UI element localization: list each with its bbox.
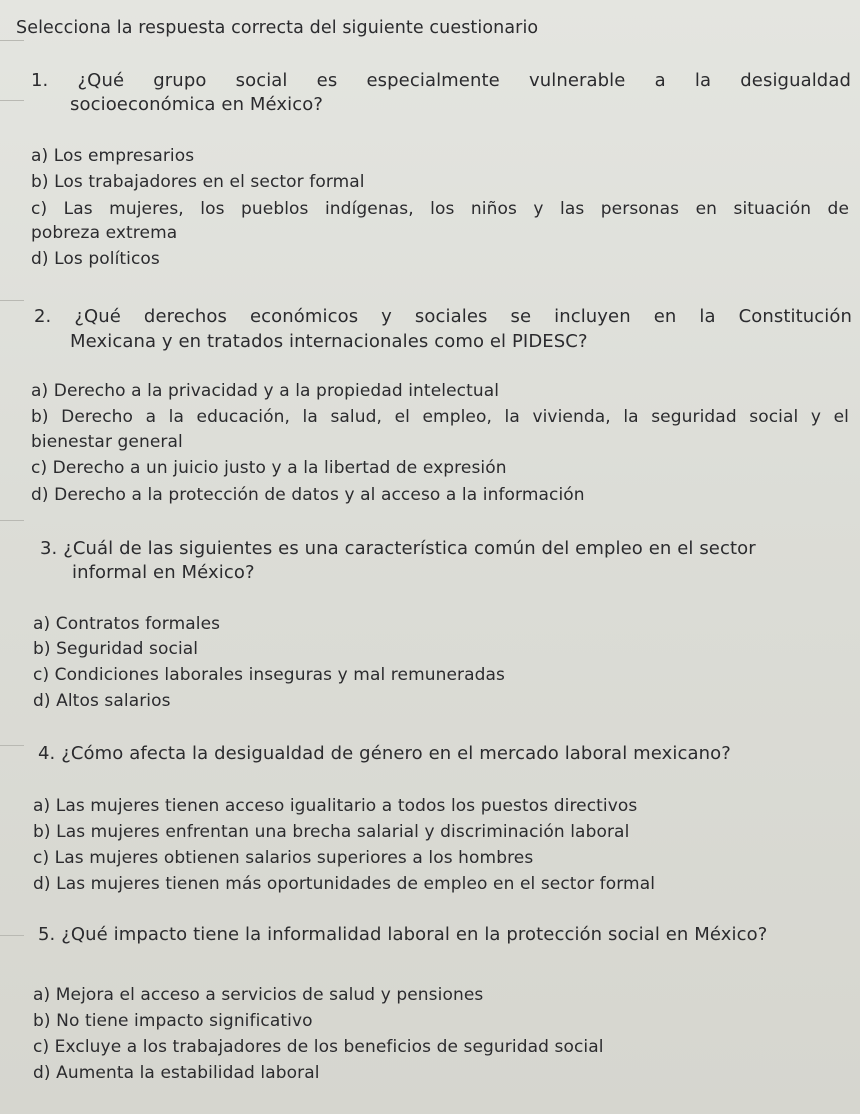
question-1-text: socioeconómica en México? — [70, 94, 323, 115]
page-title: Selecciona la respuesta correcta del siguiente cuestionario — [16, 18, 539, 38]
margin-rule — [0, 745, 24, 746]
question-3-text: informal en México? — [72, 562, 255, 583]
margin-rule — [0, 100, 24, 101]
margin-rule — [0, 40, 24, 41]
option-1d[interactable]: d) Los políticos — [31, 249, 160, 269]
question-2-text: Mexicana y en tratados internacionales como el PIDESC? — [70, 331, 588, 352]
option-2c[interactable]: c) Derecho a un juicio justo y a la libertad de expresión — [31, 458, 507, 478]
option-2a[interactable]: a) Derecho a la privacidad y a la propiedad intelectual — [31, 381, 500, 401]
option-5a[interactable]: a) Mejora el acceso a servicios de salud y pensiones — [33, 985, 484, 1005]
question-3-text: 3. ¿Cuál de las siguientes es una característica común del empleo en el sector — [40, 538, 756, 559]
option-2b[interactable]: b) Derecho a la educación, la salud, el empleo, la vivienda, la seguridad social y el — [31, 407, 849, 427]
option-1c[interactable]: c) Las mujeres, los pueblos indígenas, los niños y las personas en situación de — [31, 199, 849, 219]
option-1a[interactable]: a) Los empresarios — [31, 146, 195, 166]
option-3d[interactable]: d) Altos salarios — [33, 691, 171, 711]
margin-rule — [0, 300, 24, 301]
question-1-text: 1. ¿Qué grupo social es especialmente vulnerable a la desigualdad — [31, 70, 851, 91]
option-4c[interactable]: c) Las mujeres obtienen salarios superiores a los hombres — [33, 848, 534, 868]
question-5-text: 5. ¿Qué impacto tiene la informalidad laboral en la protección social en México? — [38, 924, 768, 945]
option-5b[interactable]: b) No tiene impacto significativo — [33, 1011, 313, 1031]
option-1c-continued: pobreza extrema — [31, 223, 178, 243]
option-3b[interactable]: b) Seguridad social — [33, 639, 199, 659]
option-2d[interactable]: d) Derecho a la protección de datos y al acceso a la información — [31, 485, 585, 505]
option-5c[interactable]: c) Excluye a los trabajadores de los beneficios de seguridad social — [33, 1037, 604, 1057]
option-3a[interactable]: a) Contratos formales — [33, 614, 221, 634]
question-2-text: 2. ¿Qué derechos económicos y sociales se incluyen en la Constitución — [34, 306, 852, 327]
margin-rule — [0, 935, 24, 936]
margin-rule — [0, 520, 24, 521]
option-1b[interactable]: b) Los trabajadores en el sector formal — [31, 172, 365, 192]
option-4d[interactable]: d) Las mujeres tienen más oportunidades de empleo en el sector formal — [33, 874, 656, 894]
option-5d[interactable]: d) Aumenta la estabilidad laboral — [33, 1063, 320, 1083]
option-2b-continued: bienestar general — [31, 432, 183, 452]
option-4a[interactable]: a) Las mujeres tienen acceso igualitario a todos los puestos directivos — [33, 796, 638, 816]
option-3c[interactable]: c) Condiciones laborales inseguras y mal remuneradas — [33, 665, 506, 685]
question-4-text: 4. ¿Cómo afecta la desigualdad de género en el mercado laboral mexicano? — [38, 743, 731, 764]
option-4b[interactable]: b) Las mujeres enfrentan una brecha salarial y discriminación laboral — [33, 822, 630, 842]
